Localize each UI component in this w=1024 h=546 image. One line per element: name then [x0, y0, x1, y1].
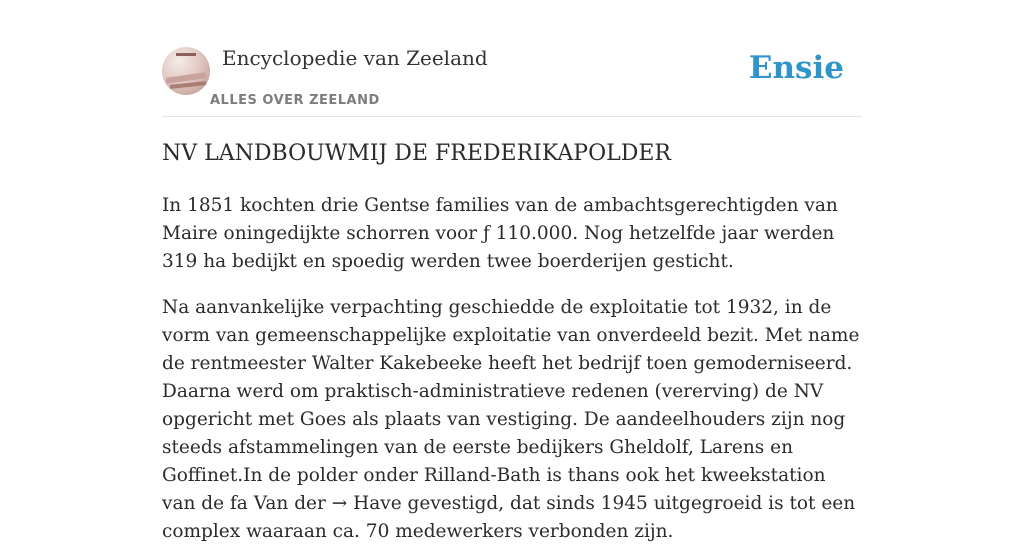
avatar-decoration: [176, 53, 196, 56]
site-avatar[interactable]: [162, 47, 210, 95]
article-paragraph: Na aanvankelijke verpachting geschiedde de exploitatie tot 1932, in de vorm van gemeenschappelijke exploitatie van onverdeeld bezit. Met name de rentmeester Walter Kakebeeke heeft het bedrijf toen gemoderniseerd. Daarna werd om praktisch-administratieve redenen (vererving) de NV opgericht met Goes als plaats van vestiging. De aandeelhouders zijn nog steeds afstammelingen van de eerste bedijkers Gheldolf, Larens en Goffinet.In de polder onder Rilland-Bath is thans ook het kweekstation van de fa Van der → Have gevestigd, dat sinds 1945 uitgegroeid is tot een complex waaraan ca. 70 medewerkers verbonden zijn.: [162, 297, 860, 542]
article-title: NV LANDBOUWMIJ DE FREDERIKAPOLDER: [162, 141, 671, 166]
article-paragraph: In 1851 kochten drie Gentse families van de ambachtsgerechtigden van Maire oningedijkte schorren voor ƒ 110.000. Nog hetzelfde jaar werden 319 ha bedijkt en spoedig werden twee boerderijen gesticht.: [162, 195, 838, 272]
site-title[interactable]: Encyclopedie van Zeeland: [222, 46, 488, 70]
site-subtitle: ALLES OVER ZEELAND: [210, 93, 380, 108]
article: [162, 137, 862, 546]
ensie-logo-link[interactable]: Ensie: [748, 50, 844, 86]
site-header: [162, 40, 862, 117]
